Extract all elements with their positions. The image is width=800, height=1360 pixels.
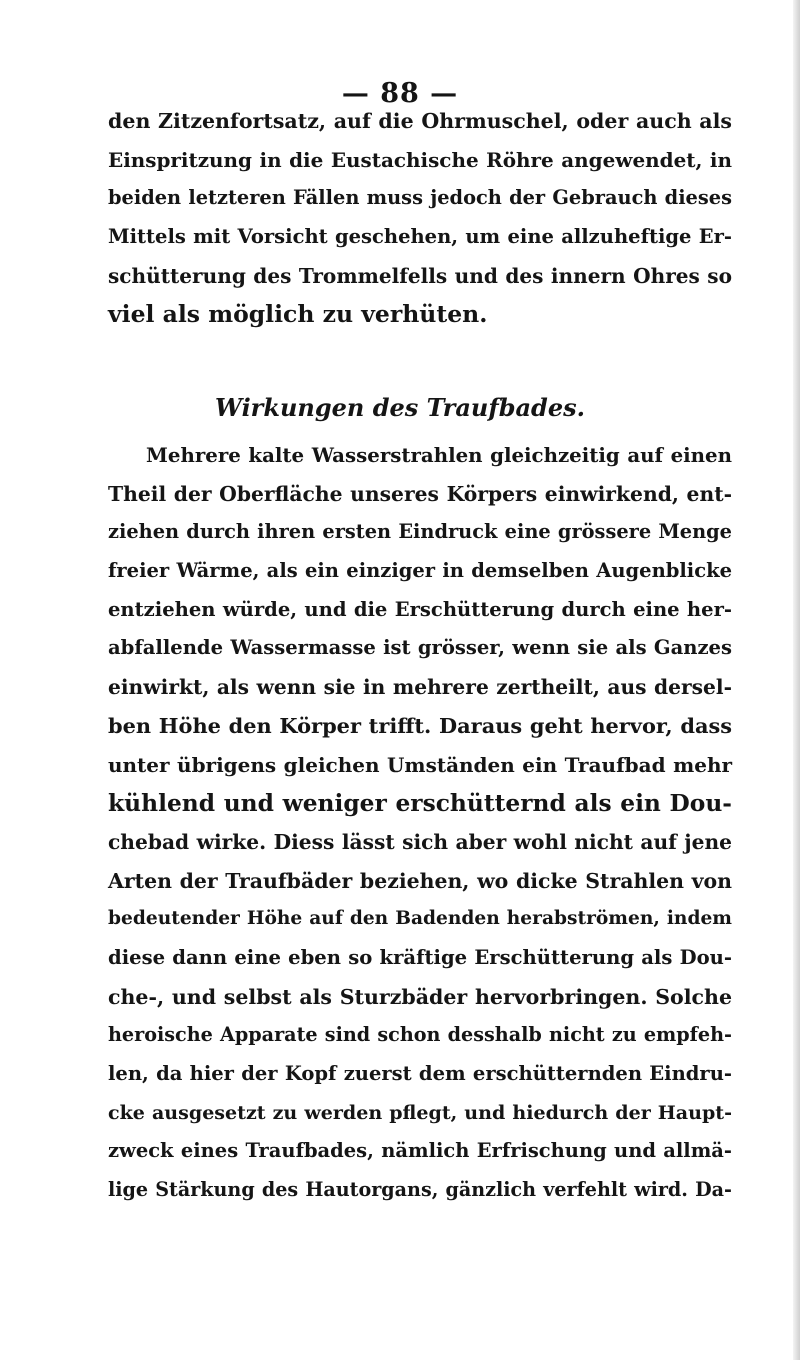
text-line: diese dann eine eben so kräftige Erschütterung als Dou-: [108, 945, 732, 969]
text-line: ben Höhe den Körper trifft. Daraus geht hervor, dass: [108, 712, 732, 738]
text-line: den Zitzenfortsatz, auf die Ohrmuschel, oder auch als: [108, 109, 732, 133]
text-line: Einspritzung in die Eustachische Röhre angewendet, in: [108, 147, 732, 172]
paragraph-2: [108, 436, 732, 1210]
section-heading: Wirkungen des Traufbades.: [215, 393, 585, 422]
text-line: cke ausgesetzt zu werden pflegt, und hiedurch der Haupt-: [108, 1101, 732, 1124]
text-line: che-, und selbst als Sturzbäder hervorbringen. Solche: [108, 984, 732, 1009]
text-line: entziehen würde, und die Erschütterung durch eine her-: [108, 597, 732, 621]
text-line: len, da hier der Kopf zuerst dem erschütternden Eindru-: [108, 1062, 732, 1085]
paragraph-1: [108, 102, 732, 334]
text-line: zweck eines Traufbades, nämlich Erfrischung und allmä-: [108, 1139, 732, 1163]
text-line: viel als möglich zu verhüten.: [108, 300, 488, 329]
page-edge: [793, 0, 800, 1360]
page-number: — 88 —: [341, 78, 459, 109]
text-line: schütterung des Trommelfells und des innern Ohres so: [108, 263, 732, 288]
text-line: lige Stärkung des Hautorgans, gänzlich verfehlt wird. Da-: [108, 1178, 732, 1202]
text-line: Theil der Oberfläche unseres Körpers einwirkend, ent-: [108, 481, 732, 506]
text-line: Mehrere kalte Wasserstrahlen gleichzeitig auf einen: [146, 443, 732, 467]
text-line: heroische Apparate sind schon desshalb nicht zu empfeh-: [108, 1023, 732, 1047]
text-line: beiden letzteren Fällen muss jedoch der Gebrauch dieses: [108, 186, 732, 210]
text-line: unter übrigens gleichen Umständen ein Traufbad mehr: [108, 752, 732, 777]
text-line: chebad wirke. Diess lässt sich aber wohl nicht auf jene: [108, 829, 732, 854]
text-line: freier Wärme, als ein einziger in demselben Augenblicke: [108, 559, 732, 583]
text-line: Arten der Traufbäder beziehen, wo dicke Strahlen von: [108, 868, 732, 893]
text-line: ziehen durch ihren ersten Eindruck eine grössere Menge: [108, 520, 732, 544]
text-line: Mittels mit Vorsicht geschehen, um eine allzuheftige Er-: [108, 225, 732, 249]
text-line: abfallende Wassermasse ist grösser, wenn sie als Ganzes: [108, 636, 732, 660]
text-line: kühlend und weniger erschütternd als ein Dou-: [108, 789, 732, 818]
text-line: einwirkt, als wenn sie in mehrere zertheilt, aus dersel-: [108, 675, 732, 700]
text-line: bedeutender Höhe auf den Badenden herabströmen, indem: [108, 908, 732, 930]
